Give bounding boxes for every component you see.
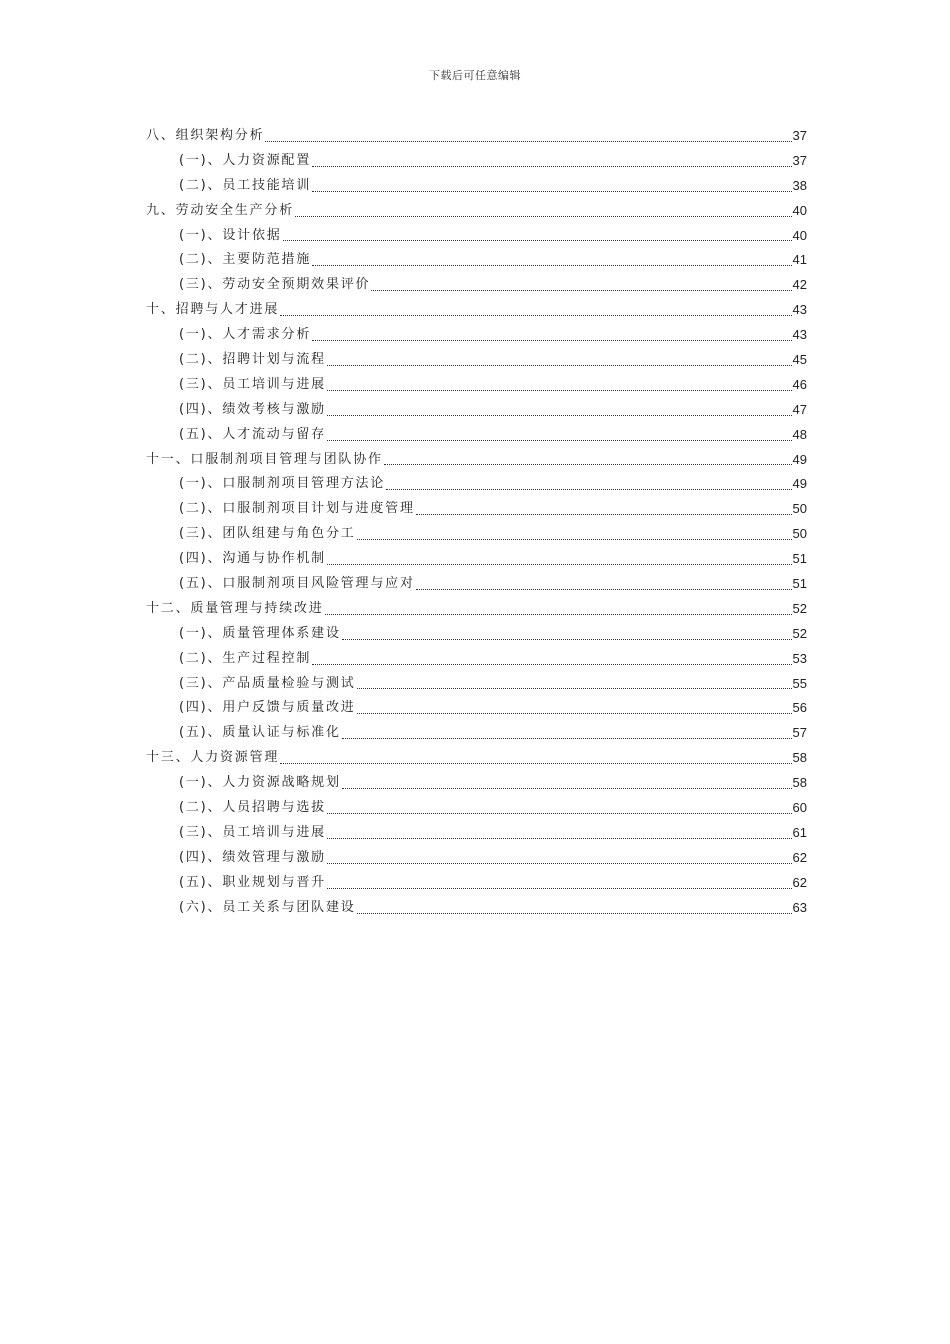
toc-dot-leader — [327, 373, 792, 398]
toc-section-entry[interactable] — [146, 348, 807, 373]
toc-dot-leader — [357, 896, 792, 921]
toc-dot-leader — [357, 672, 792, 697]
toc-dot-leader — [312, 174, 791, 199]
toc-section-entry[interactable] — [146, 174, 807, 199]
toc-section-entry[interactable] — [146, 846, 807, 871]
toc-section-entry[interactable] — [146, 796, 807, 821]
toc-page-number: 58 — [792, 775, 807, 791]
toc-dot-leader — [283, 224, 792, 249]
toc-chapter-entry[interactable] — [146, 298, 807, 323]
toc-entry-title: (三)、劳动安全预期效果评价 — [179, 277, 371, 293]
toc-entry-title: (六)、员工关系与团队建设 — [179, 899, 356, 915]
toc-page-number: 61 — [792, 824, 807, 840]
toc-entry-title: (一)、人力资源战略规划 — [179, 775, 341, 791]
toc-page-number: 56 — [792, 700, 807, 716]
toc-page-number: 62 — [792, 849, 807, 865]
toc-dot-leader — [416, 572, 792, 597]
toc-entry-title: 十、招聘与人才进展 — [146, 302, 280, 318]
toc-section-entry[interactable] — [146, 323, 807, 348]
toc-page-number: 49 — [792, 476, 807, 492]
toc-page-number: 58 — [792, 750, 807, 766]
toc-entry-title: (五)、口服制剂项目风险管理与应对 — [179, 576, 415, 592]
toc-entry-title: (四)、用户反馈与质量改进 — [179, 700, 356, 716]
toc-entry-title: (五)、职业规划与晋升 — [179, 874, 326, 890]
toc-entry-title: (二)、员工技能培训 — [179, 177, 312, 193]
toc-page-number: 50 — [792, 526, 807, 542]
toc-page-number: 41 — [792, 252, 807, 268]
toc-dot-leader — [342, 622, 792, 647]
toc-section-entry[interactable] — [146, 472, 807, 497]
toc-section-entry[interactable] — [146, 273, 807, 298]
toc-page-number: 38 — [792, 177, 807, 193]
toc-entry-title: (二)、人员招聘与选拔 — [179, 800, 326, 816]
toc-section-entry[interactable] — [146, 896, 807, 921]
toc-entry-title: (三)、团队组建与角色分工 — [179, 526, 356, 542]
toc-page-number: 40 — [792, 227, 807, 243]
toc-section-entry[interactable] — [146, 522, 807, 547]
toc-dot-leader — [325, 597, 792, 622]
toc-entry-title: 十二、质量管理与持续改进 — [146, 600, 324, 616]
toc-dot-leader — [280, 746, 791, 771]
toc-page-number: 60 — [792, 800, 807, 816]
toc-dot-leader — [312, 647, 791, 672]
toc-section-entry[interactable] — [146, 572, 807, 597]
toc-page-number: 48 — [792, 426, 807, 442]
toc-section-entry[interactable] — [146, 423, 807, 448]
toc-section-entry[interactable] — [146, 871, 807, 896]
toc-entry-title: (四)、沟通与协作机制 — [179, 551, 326, 567]
toc-page-number: 43 — [792, 302, 807, 318]
toc-entry-title: (一)、质量管理体系建设 — [179, 625, 341, 641]
toc-dot-leader — [295, 199, 792, 224]
toc-dot-leader — [312, 149, 791, 174]
toc-entry-title: (四)、绩效管理与激励 — [179, 849, 326, 865]
toc-chapter-entry[interactable] — [146, 597, 807, 622]
toc-entry-title: (三)、产品质量检验与测试 — [179, 675, 356, 691]
toc-chapter-entry[interactable] — [146, 746, 807, 771]
toc-entry-title: (五)、质量认证与标准化 — [179, 725, 341, 741]
toc-page-number: 46 — [792, 376, 807, 392]
toc-section-entry[interactable] — [146, 248, 807, 273]
toc-dot-leader — [327, 398, 792, 423]
toc-page-number: 51 — [792, 551, 807, 567]
toc-page-number: 50 — [792, 501, 807, 517]
toc-entry-title: (二)、口服制剂项目计划与进度管理 — [179, 501, 415, 517]
toc-page-number: 40 — [792, 202, 807, 218]
toc-dot-leader — [357, 522, 792, 547]
toc-page-number: 47 — [792, 401, 807, 417]
toc-entry-title: 九、劳动安全生产分析 — [146, 202, 295, 218]
toc-dot-leader — [327, 423, 792, 448]
toc-page-number: 37 — [792, 152, 807, 168]
toc-dot-leader — [327, 796, 792, 821]
toc-dot-leader — [327, 846, 792, 871]
toc-entry-title: (一)、设计依据 — [179, 227, 282, 243]
toc-entry-title: (二)、生产过程控制 — [179, 650, 312, 666]
toc-dot-leader — [386, 472, 791, 497]
toc-section-entry[interactable] — [146, 373, 807, 398]
toc-section-entry[interactable] — [146, 721, 807, 746]
toc-section-entry[interactable] — [146, 672, 807, 697]
toc-section-entry[interactable] — [146, 622, 807, 647]
toc-page-number: 51 — [792, 576, 807, 592]
toc-page-number: 42 — [792, 277, 807, 293]
toc-page-number: 53 — [792, 650, 807, 666]
toc-dot-leader — [327, 871, 792, 896]
toc-entry-title: 十三、人力资源管理 — [146, 750, 280, 766]
toc-entry-title: (三)、员工培训与进展 — [179, 376, 326, 392]
toc-page-number: 49 — [792, 451, 807, 467]
toc-dot-leader — [384, 448, 792, 473]
toc-dot-leader — [371, 273, 791, 298]
toc-page-number: 55 — [792, 675, 807, 691]
toc-entry-title: (二)、主要防范措施 — [179, 252, 312, 268]
toc-page-number: 57 — [792, 725, 807, 741]
toc-chapter-entry[interactable] — [146, 199, 807, 224]
toc-chapter-entry[interactable] — [146, 448, 807, 473]
toc-page-number: 43 — [792, 327, 807, 343]
toc-section-entry[interactable] — [146, 398, 807, 423]
toc-page-number: 62 — [792, 874, 807, 890]
toc-page-number: 52 — [792, 600, 807, 616]
toc-dot-leader — [327, 547, 792, 572]
toc-page-number: 52 — [792, 625, 807, 641]
toc-chapter-entry[interactable] — [146, 124, 807, 149]
toc-dot-leader — [280, 298, 791, 323]
toc-entry-title: (一)、人力资源配置 — [179, 152, 312, 168]
toc-page-number: 63 — [792, 899, 807, 915]
toc-section-entry[interactable] — [146, 149, 807, 174]
toc-dot-leader — [416, 497, 792, 522]
toc-entry-title: (一)、口服制剂项目管理方法论 — [179, 476, 386, 492]
toc-dot-leader — [265, 124, 791, 149]
toc-section-entry[interactable] — [146, 224, 807, 249]
toc-dot-leader — [327, 821, 792, 846]
toc-dot-leader — [327, 348, 792, 373]
toc-dot-leader — [312, 248, 791, 273]
toc-entry-title: (二)、招聘计划与流程 — [179, 352, 326, 367]
toc-dot-leader — [357, 696, 792, 721]
toc-section-entry[interactable] — [146, 696, 807, 721]
toc-entry-title: 十一、口服制剂项目管理与团队协作 — [146, 451, 383, 467]
toc-page-number: 37 — [792, 127, 807, 143]
toc-entry-title: (一)、人才需求分析 — [179, 327, 312, 343]
toc-dot-leader — [342, 721, 792, 746]
toc-section-entry[interactable] — [146, 547, 807, 572]
toc-section-entry[interactable] — [146, 497, 807, 522]
page-header: 下载后可任意编辑 — [429, 69, 521, 82]
toc-dot-leader — [312, 323, 791, 348]
toc-section-entry[interactable] — [146, 647, 807, 672]
toc-page-number: 45 — [792, 352, 807, 367]
toc-entry-title: (四)、绩效考核与激励 — [179, 401, 326, 417]
toc-section-entry[interactable] — [146, 821, 807, 846]
toc-section-entry[interactable] — [146, 771, 807, 796]
toc-entry-title: (五)、人才流动与留存 — [179, 426, 326, 442]
toc-entry-title: 八、组织架构分析 — [146, 127, 265, 143]
toc-dot-leader — [342, 771, 792, 796]
toc-entry-title: (三)、员工培训与进展 — [179, 824, 326, 840]
table-of-contents — [146, 124, 807, 921]
